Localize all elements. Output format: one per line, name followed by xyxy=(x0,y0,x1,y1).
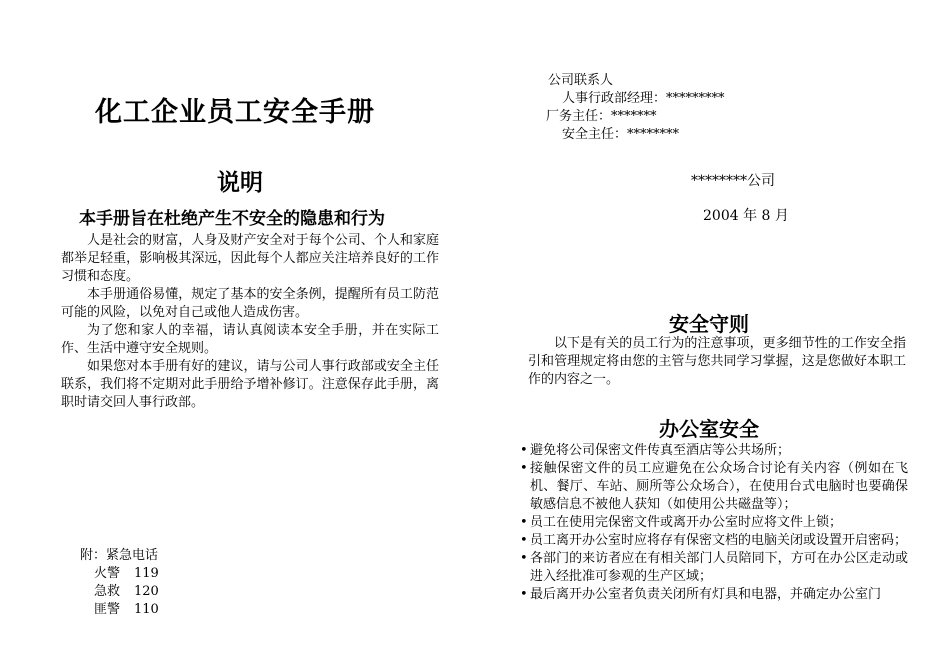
intro-paragraph: 如果您对本手册有好的建议，请与公司人事行政部或安全主任联系，我们将不定期对此手册给予增补修订。注意保存此手册，离职时请交回人事行政部。 xyxy=(61,359,439,410)
company-contacts xyxy=(548,72,725,144)
list-item: • 接触保密文件的员工应避免在公众场合讨论有关内容（例如在飞机、餐厅、车站、厕所等公众场合），在使用台式电脑时也要确保敏感信息不被他人获知（如使用公共磁盘等）； xyxy=(518,460,908,514)
contact-safety-director: 安全主任：******** xyxy=(562,127,680,142)
section-title-explanation: 说明 xyxy=(217,170,263,196)
list-item: • 员工在使用完保密文件或离开办公室时应将文件上锁； xyxy=(518,514,908,532)
safety-rules-intro: 以下是有关的员工行为的注意事项，更多细节性的工作安全指引和管理规定将由您的主管与您共同学习掌握，这是您做好本职工作的内容之一。 xyxy=(528,336,906,387)
intro-paragraph: 本手册通俗易懂，规定了基本的安全条例，提醒所有员工防范可能的风险，以免对自己或他人造成伤害。 xyxy=(61,287,439,320)
intro-text xyxy=(61,232,439,412)
phone-label: 急救 xyxy=(94,584,121,599)
intro-paragraph: 人是社会的财富，人身及财产安全对于每个公司、个人和家庭都举足轻重，影响极其深远，因此每个人都应关注培养良好的工作习惯和态度。 xyxy=(61,233,439,284)
section-title-office-safety: 办公室安全 xyxy=(659,417,759,441)
phone-label: 火警 xyxy=(94,566,121,581)
contacts-heading: 公司联系人 xyxy=(548,73,614,88)
list-item: • 最后离开办公室者负责关闭所有灯具和电器，并确定办公室门 xyxy=(518,586,908,604)
phone-number: 110 xyxy=(134,602,159,617)
contact-plant-director: 厂务主任：******* xyxy=(546,109,657,124)
phone-row-fire xyxy=(80,565,159,583)
publish-date: 2004 年 8 月 xyxy=(703,208,789,224)
office-safety-list xyxy=(518,442,908,604)
phone-row-police xyxy=(80,601,159,619)
phone-number: 119 xyxy=(134,566,159,581)
list-item: • 避免将公司保密文件传真至酒店等公共场所； xyxy=(518,442,908,460)
intro-paragraph: 为了您和家人的幸福，请认真阅读本安全手册，并在实际工作、生活中遵守安全规则。 xyxy=(61,323,439,356)
list-item: • 各部门的来访者应在有相关部门人员陪同下，方可在办公区走动或进入经批准可参观的生产区域； xyxy=(518,550,908,586)
phone-number: 120 xyxy=(134,584,159,599)
contact-hr-manager: 人事行政部经理：********* xyxy=(562,91,725,106)
emergency-phones xyxy=(80,547,159,619)
section-subtitle: 本手册旨在杜绝产生不安全的隐患和行为 xyxy=(79,209,385,229)
section-title-safety-rules: 安全守则 xyxy=(669,312,749,336)
emergency-heading: 附：紧急电话 xyxy=(80,548,159,563)
phone-row-ambulance xyxy=(80,583,159,601)
list-item: • 员工离开办公室时应将存有保密文档的电脑关闭或设置开启密码； xyxy=(518,532,908,550)
phone-label: 匪警 xyxy=(94,602,121,617)
page-title: 化工企业员工安全手册 xyxy=(95,97,375,128)
company-name: ********公司 xyxy=(691,173,775,189)
